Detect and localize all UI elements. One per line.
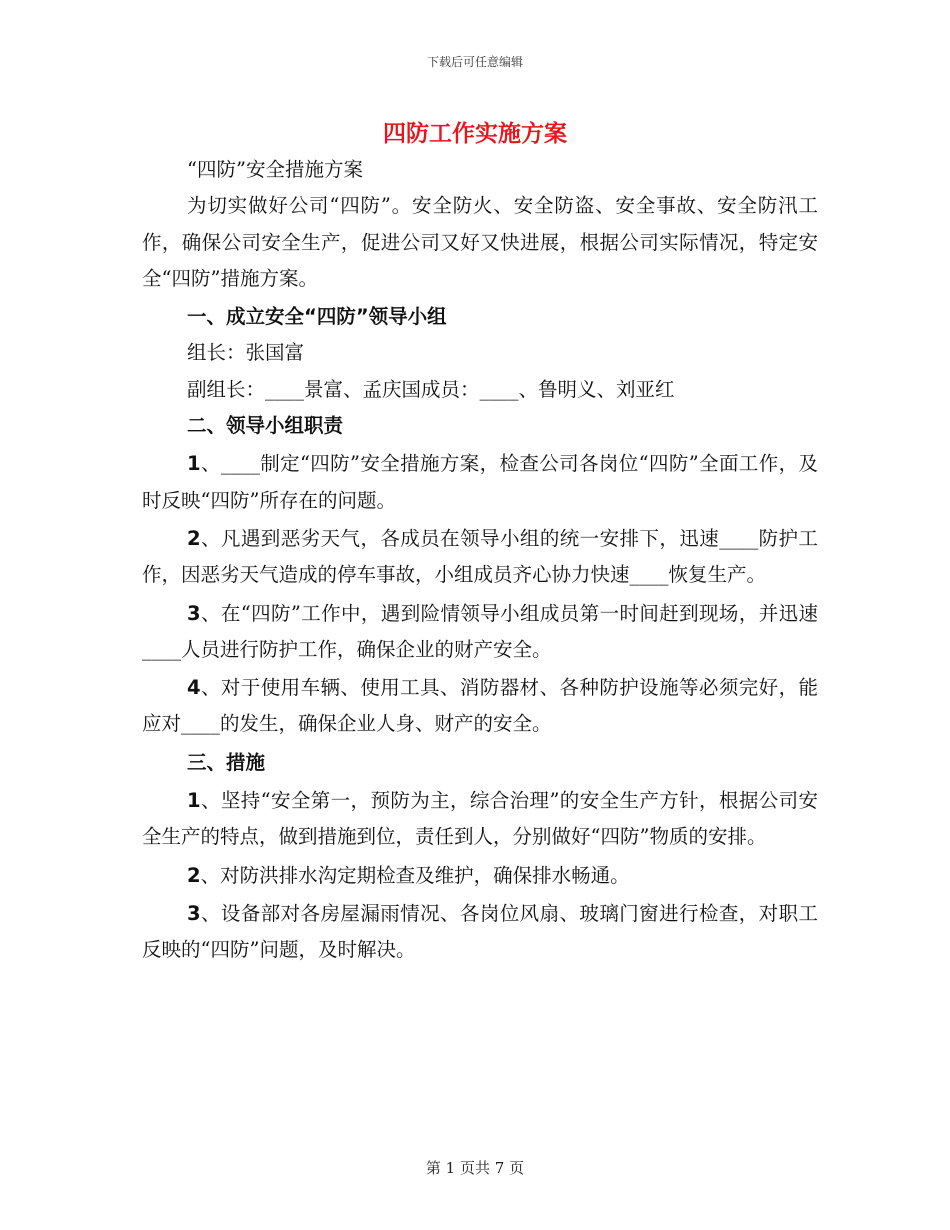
subtitle: “四防”安全措施方案 <box>187 158 363 181</box>
measure-item <box>142 783 818 856</box>
item-number: 3 <box>187 601 201 625</box>
item-text: 、对于使用车辆、使用工具、消防器材、各种防护设施等必须完好，能应对____的发生，确保企业人身、财产的安全。 <box>142 676 818 736</box>
measure-item <box>142 858 818 894</box>
page-header: 下载后可任意编辑 <box>426 55 523 69</box>
page-footer: 第 1 页共 7 页 <box>425 1159 525 1177</box>
measure-item <box>142 896 818 969</box>
section-heading-3: 三、措施 <box>187 750 266 774</box>
document-body <box>142 152 818 969</box>
item-text: 、在“四防”工作中，遇到险情领导小组成员第一时间赶到现场，并迅速____人员进行防护工作，确保企业的财产安全。 <box>142 601 818 661</box>
document-title: 四防工作实施方案 <box>383 121 567 147</box>
section-heading-2: 二、领导小组职责 <box>187 414 344 438</box>
item-text: 、设备部对各房屋漏雨情况、各岗位风扇、玻璃门窗进行检查，对职工反映的“四防”问题，及时解决。 <box>142 901 818 962</box>
item-text: 、凡遇到恶劣天气，各成员在领导小组的统一安排下，迅速____防护工作，因恶劣天气造成的停车事故，小组成员齐心协力快速____恢复生产。 <box>142 526 818 587</box>
item-text: 、对防洪排水沟定期检查及维护，确保排水畅通。 <box>200 863 630 887</box>
item-number: 2 <box>187 863 201 887</box>
duty-item <box>142 670 818 743</box>
item-number: 4 <box>187 676 201 700</box>
duty-item <box>142 596 818 669</box>
item-number: 1 <box>187 452 201 476</box>
item-text: 、坚持“安全第一，预防为主，综合治理”的安全生产方针，根据公司安全生产的特点，做到措施到位，责任到人，分别做好“四防”物质的安排。 <box>142 789 818 849</box>
item-number: 3 <box>187 901 201 925</box>
duty-item <box>142 446 818 519</box>
item-number: 1 <box>187 789 201 813</box>
item-number: 2 <box>187 526 201 550</box>
section-heading-1: 一、成立安全“四防”领导小组 <box>187 305 447 329</box>
leader-line: 组长：张国富 <box>187 341 305 365</box>
item-text: 、____制定“四防”安全措施方案，检查公司各岗位“四防”全面工作，及时反映“四防”所存在的问题。 <box>142 452 818 512</box>
duty-item <box>142 521 818 594</box>
deputy-line: 副组长：____景富、孟庆国成员：____、鲁明义、刘亚红 <box>187 377 675 401</box>
intro-paragraph: 为切实做好公司“四防”。安全防火、安全防盗、安全事故、安全防汛工作，确保公司安全生产，促进公司又好又快进展，根据公司实际情况，特定安全“四防”措施方案。 <box>142 194 818 290</box>
